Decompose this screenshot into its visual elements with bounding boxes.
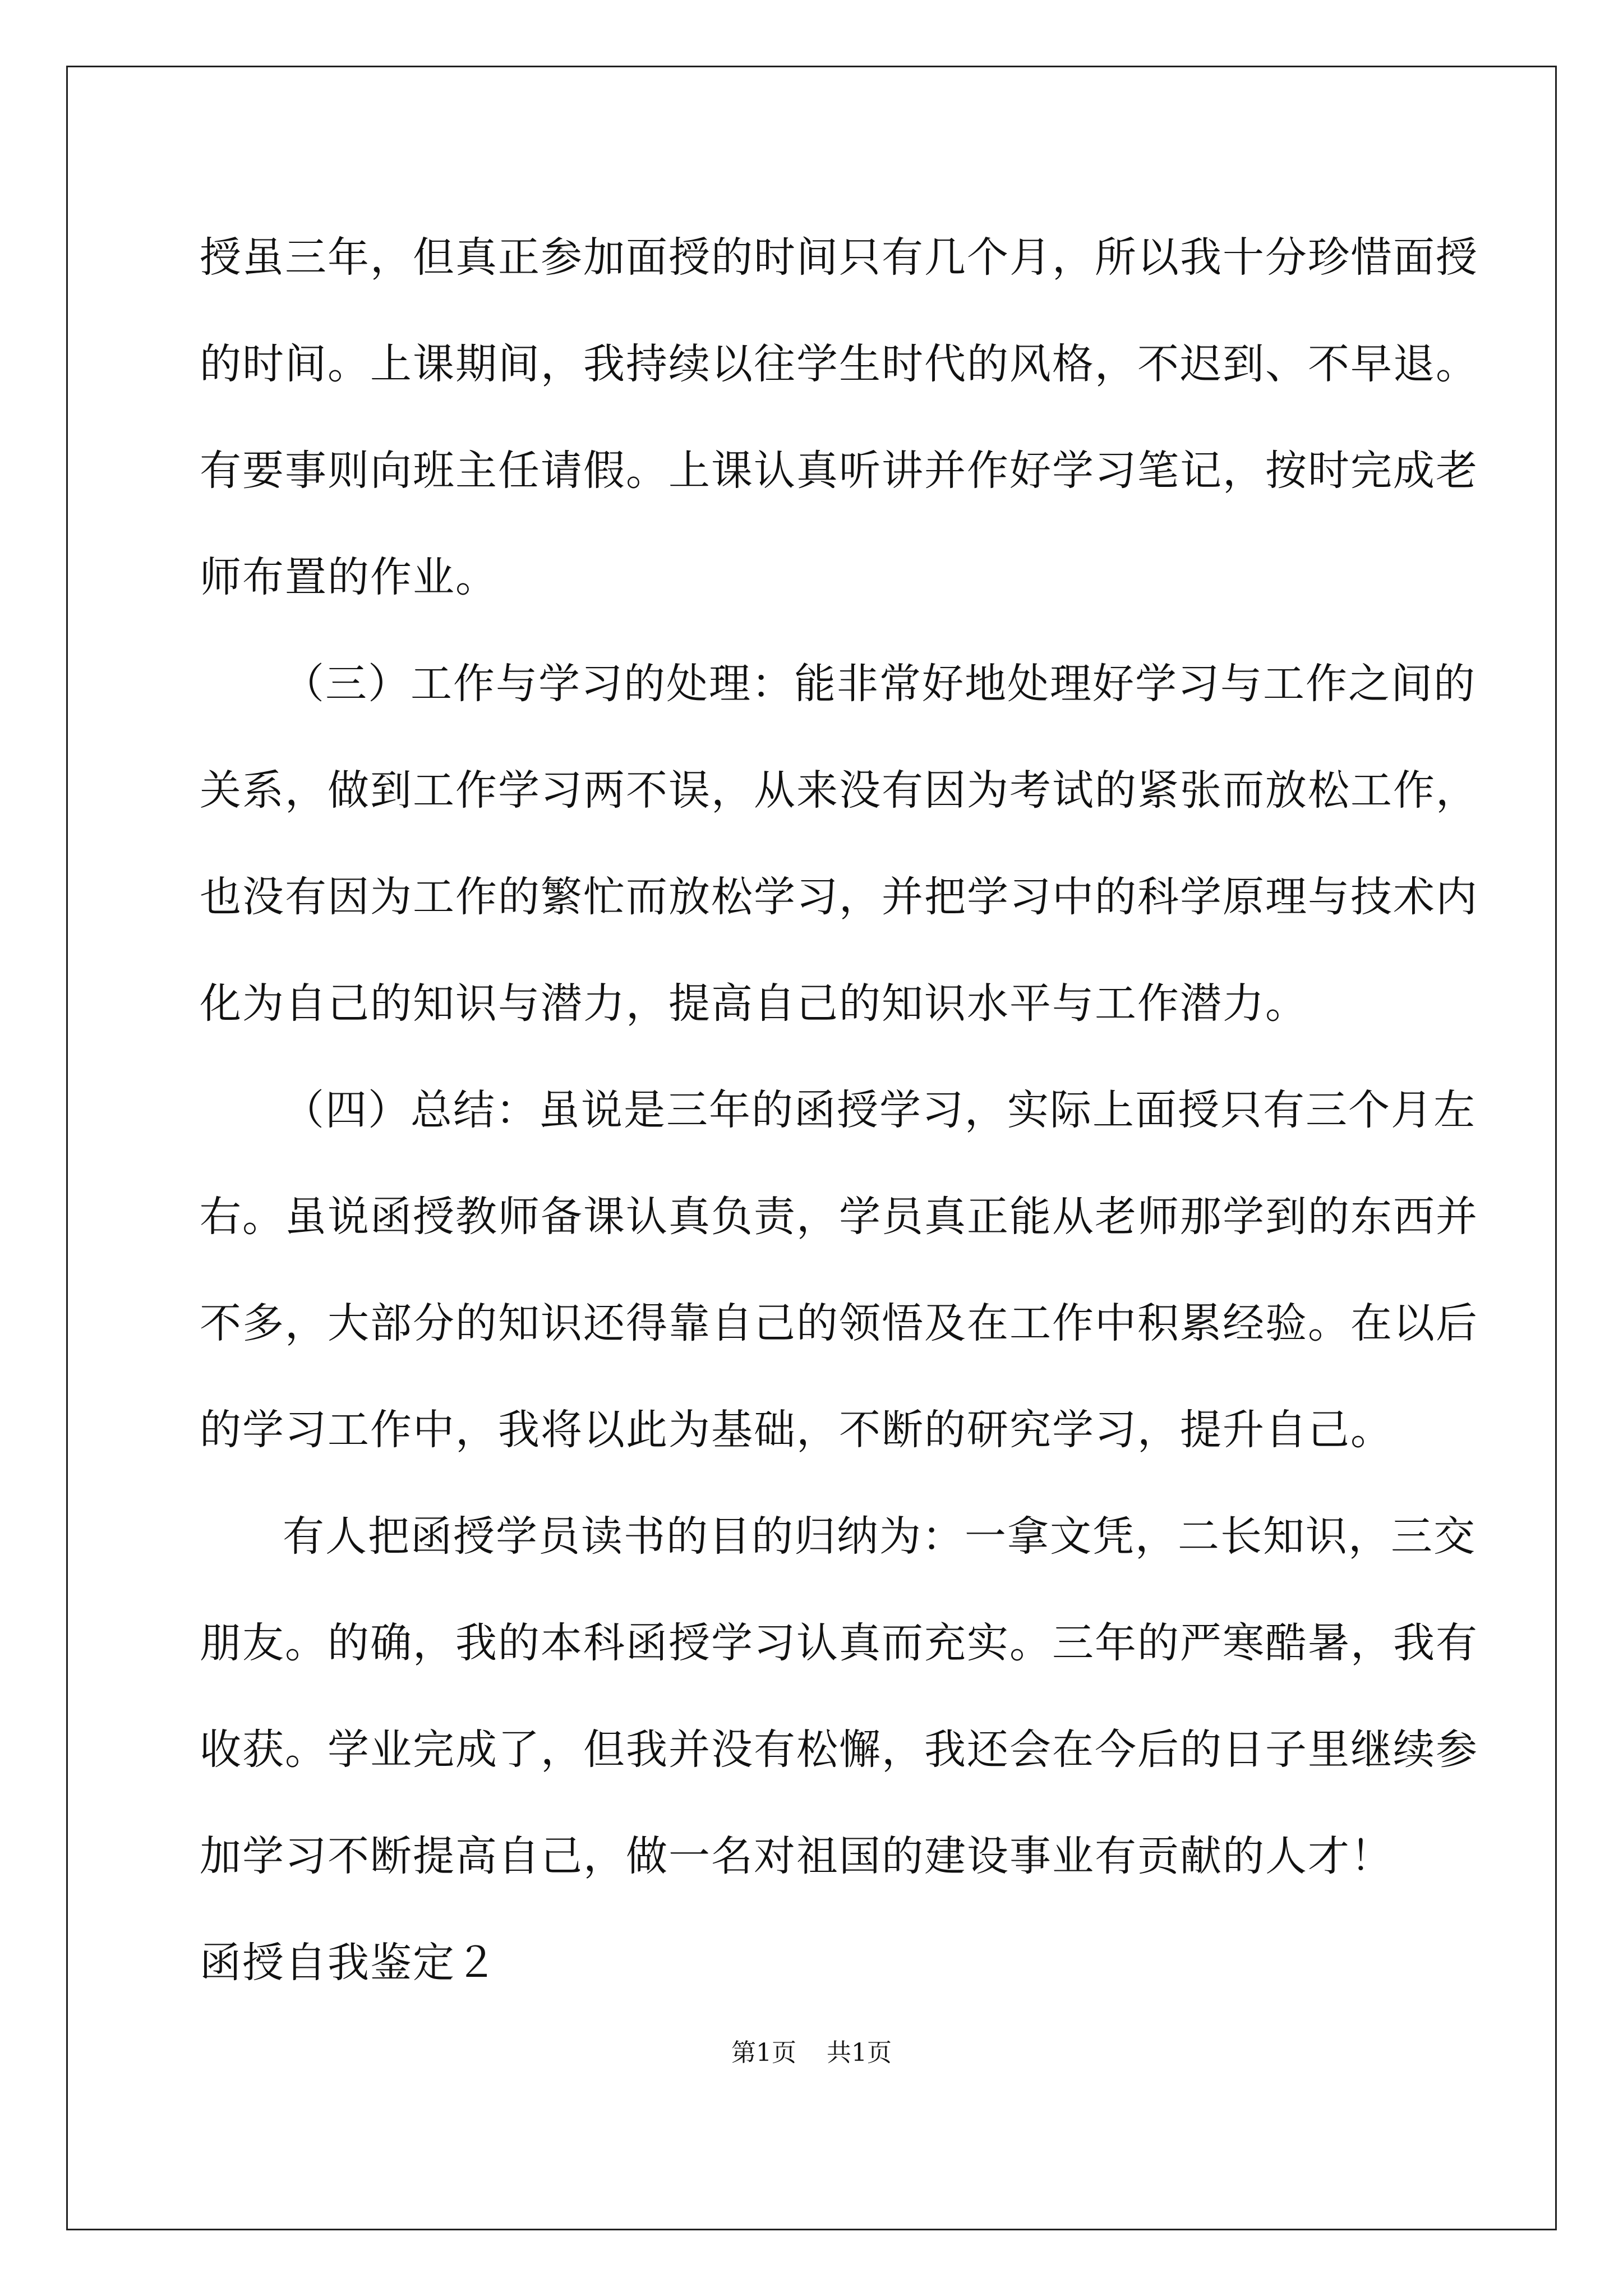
text-line: 的时间。上课期间，我持续以往学生时代的风格，不迟到、不早退。 [200, 340, 1478, 388]
text-line: 加学习不断提高自己，做一名对祖国的建设事业有贡献的人才！ [200, 1832, 1393, 1880]
text-line: （三）工作与学习的处理：能非常好地处理好学习与工作之间的 [283, 660, 1476, 708]
text-line: 收获。学业完成了，但我并没有松懈，我还会在今后的日子里继续参 [200, 1726, 1478, 1774]
text-line: 朋友。的确，我的本科函授学习认真而充实。三年的严寒酷暑，我有 [200, 1619, 1478, 1667]
page-number: 第1页 [731, 2039, 796, 2067]
text-line: （四）总结：虽说是三年的函授学习，实际上面授只有三个月左 [283, 1086, 1476, 1134]
text-line: 有人把函授学员读书的目的归纳为：一拿文凭，二长知识，三交 [283, 1512, 1476, 1561]
text-line: 授虽三年，但真正参加面授的时间只有几个月，所以我十分珍惜面授 [200, 233, 1478, 282]
text-line: 不多，大部分的知识还得靠自己的领悟及在工作中积累经验。在以后 [200, 1299, 1478, 1347]
text-line: 有要事则向班主任请假。上课认真听讲并作好学习笔记，按时完成老 [200, 447, 1478, 495]
text-line: 的学习工作中，我将以此为基础，不断的研究学习，提升自己。 [200, 1406, 1393, 1454]
text-line: 右。虽说函授教师备课认真负责，学员真正能从老师那学到的东西并 [200, 1193, 1478, 1241]
page-total: 共1页 [827, 2039, 892, 2067]
page-footer [0, 2036, 1623, 2070]
text-line: 也没有因为工作的繁忙而放松学习，并把学习中的科学原理与技术内 [200, 873, 1478, 921]
text-line: 关系，做到工作学习两不误，从来没有因为考试的紧张而放松工作， [200, 766, 1478, 815]
text-line: 化为自己的知识与潜力，提高自己的知识水平与工作潜力。 [200, 979, 1308, 1028]
text-line: 师布置的作业。 [200, 553, 498, 601]
section-heading: 函授自我鉴定２ [200, 1939, 498, 1987]
document-body [200, 204, 1478, 2016]
